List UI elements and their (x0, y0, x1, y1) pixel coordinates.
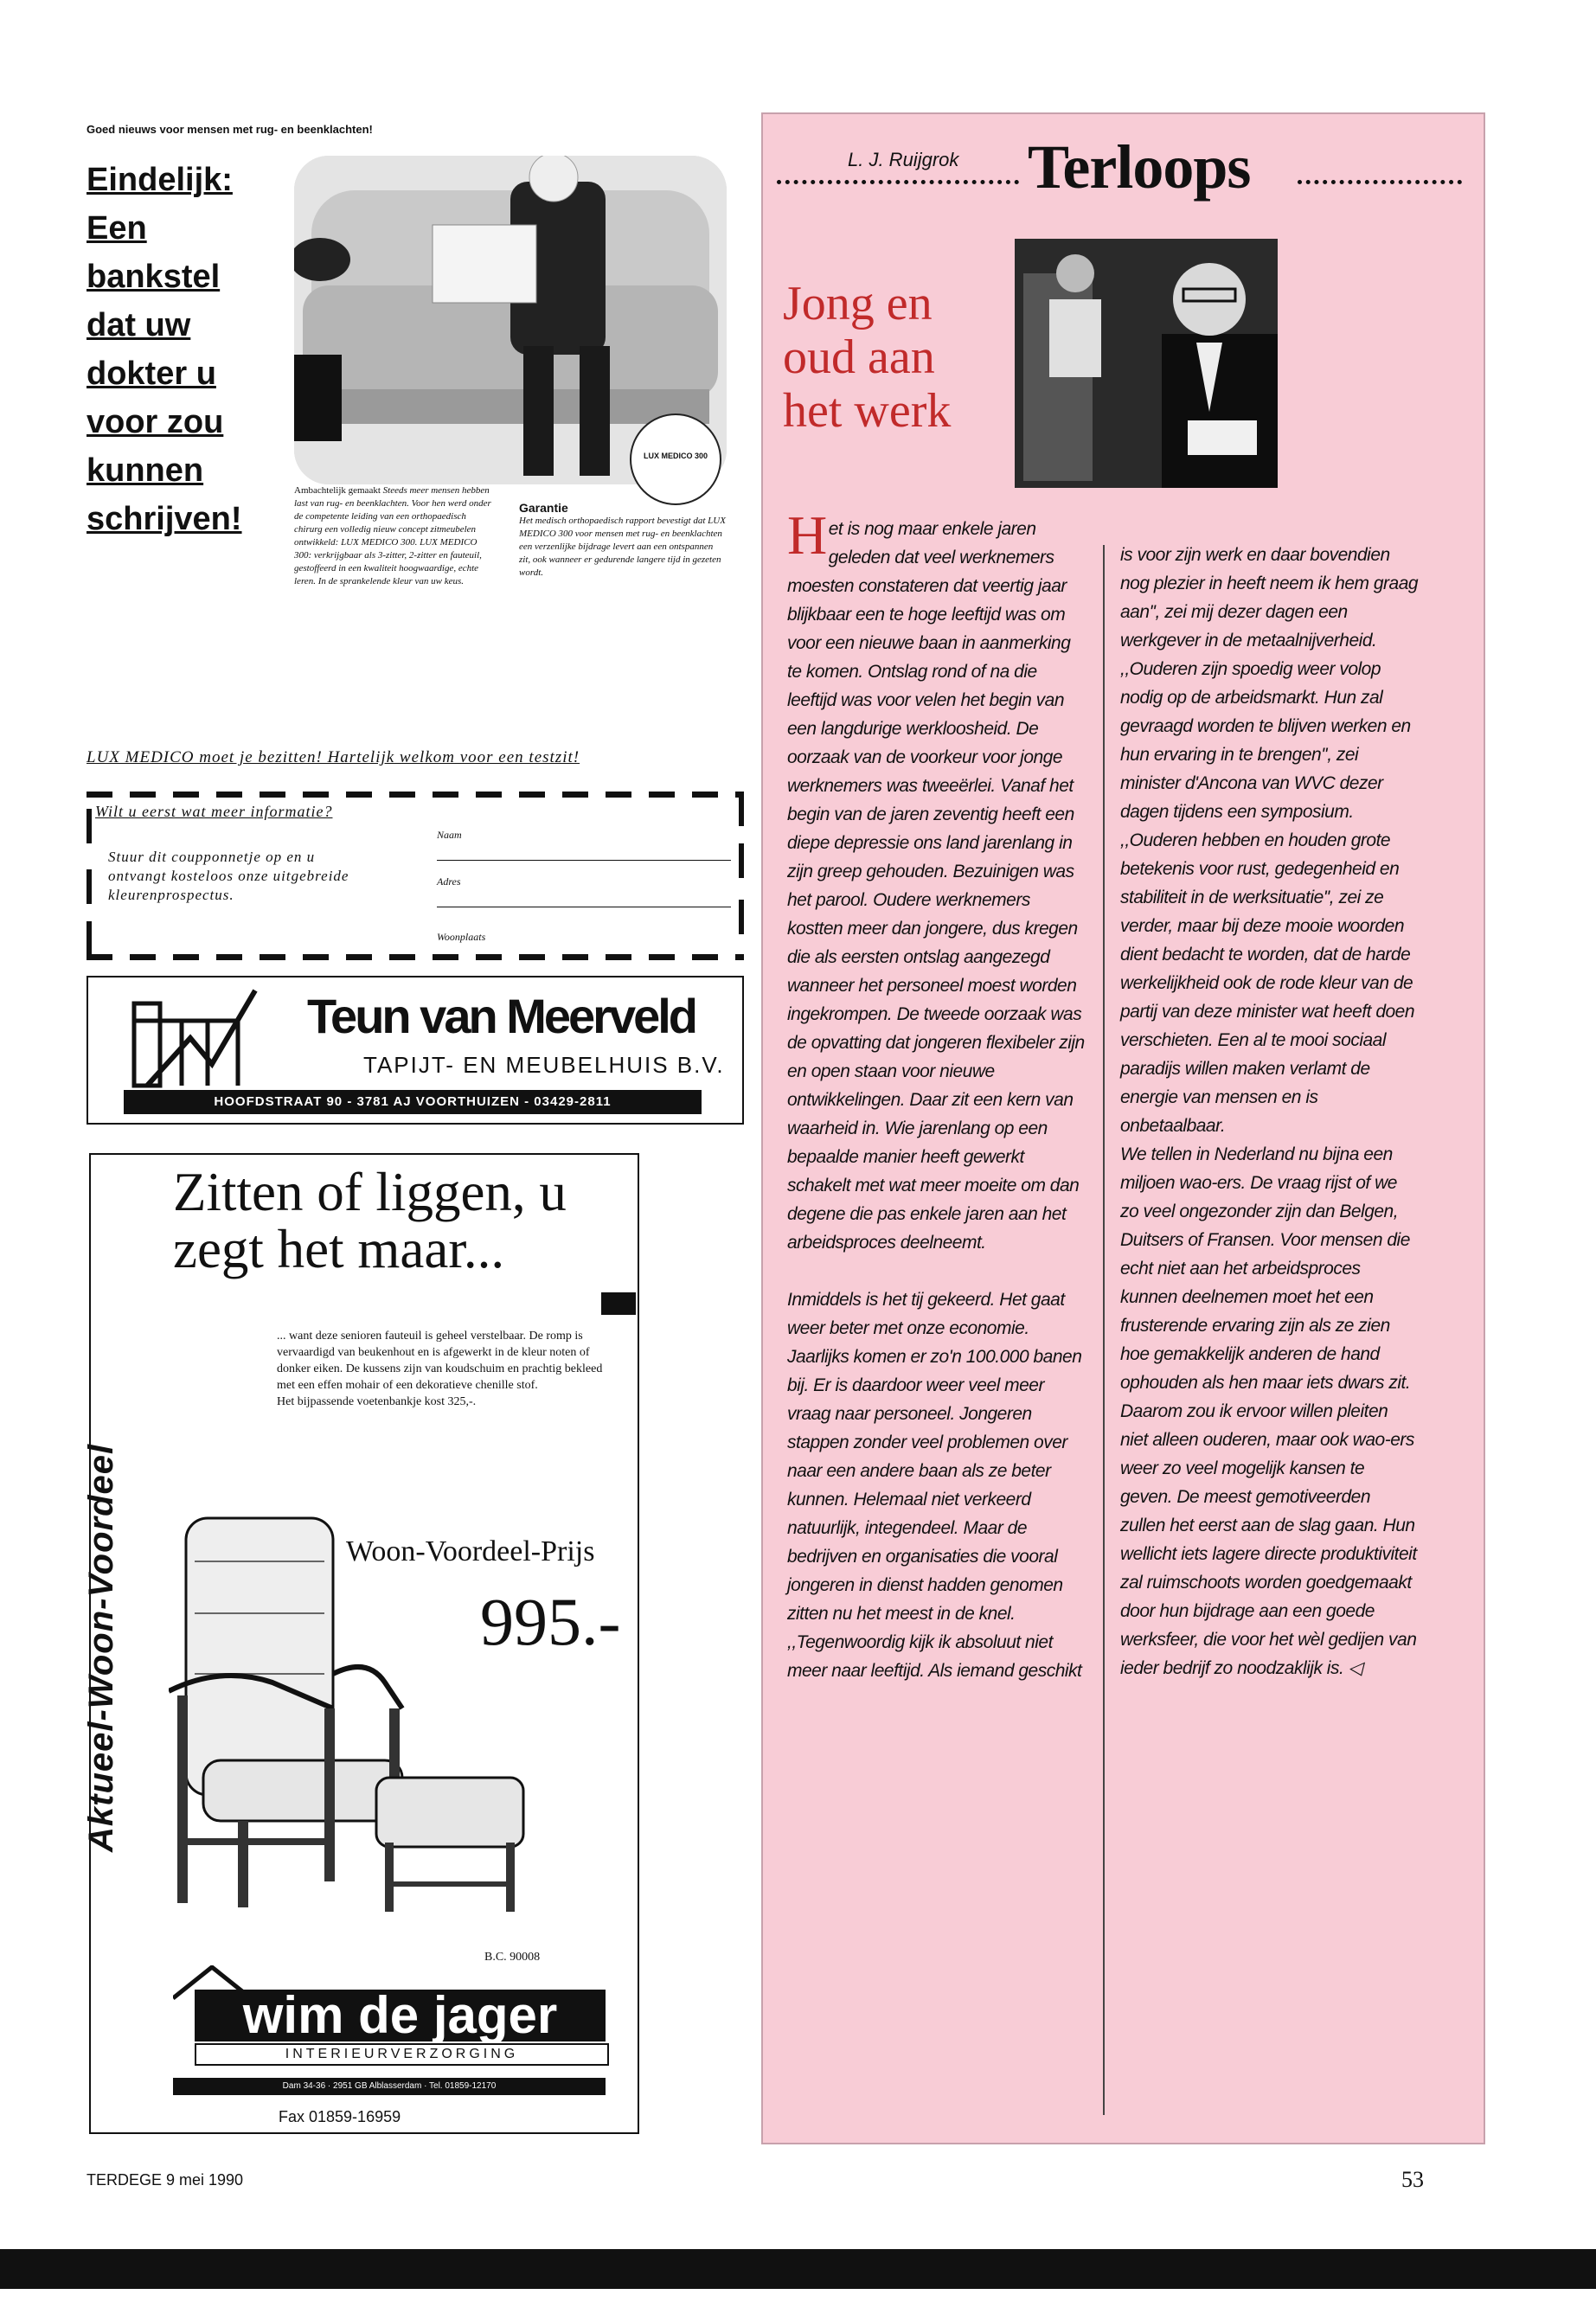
headline-line: Een (87, 210, 147, 247)
woon-body-text: ... want deze senioren fauteuil is geheel verstelbaar. De romp is vervaardigd van beukenhout en is afgewerkt in de kleur noten of donker eiken. De kussens zijn van koudschuim en prachtig bekleed met een effen mohair of een dekoratieve chenille stof. (277, 1330, 603, 1392)
ad-headline (87, 156, 251, 543)
field-label: Woonplaats (437, 931, 486, 943)
woon-body (277, 1328, 606, 1410)
bottom-band (0, 2249, 1596, 2289)
jager-address: Dam 34-36 · 2951 GB Alblasserdam · Tel. 01859-12170 (173, 2078, 606, 2095)
col1-heading: Ambachtelijk gemaakt (294, 485, 381, 496)
dotted-rule (1298, 180, 1462, 184)
article-col-b (1120, 541, 1419, 1682)
coupon-question: Wilt u eerst wat meer informatie? (95, 803, 333, 820)
issue-footer: TERDEGE 9 mei 1990 (87, 2171, 244, 2189)
teun-name: Teun van Meerveld (307, 989, 696, 1043)
article-col-a (787, 504, 1086, 1685)
author-photo (1015, 239, 1278, 488)
armchair-illustration (169, 1509, 532, 1916)
field-label: Adres (437, 875, 461, 888)
ad-kicker: Goed nieuws voor mensen met rug- en beenklachten! (87, 123, 373, 136)
headline-line: kunnen (87, 452, 204, 489)
article-paragraph: ,,Ouderen zijn spoedig weer volop nodig op de arbeidsmarkt. Hun zal gevraagd worden te blijven werken en hun ervaring in te brengen'', zei minister d'Ancona van WVC dezer dagen tijdens een symposium. ,,Ouderen hebben en houden grote betekenis voor rust, gedegenheid en stabiliteit in de werksituatie'', zei ze verder, maar bij deze mooie woorden dient bedacht te worden, dat de harde werkelijkheid ook de rode kleur van de partij van deze minister wat heeft doen verschieten. Een al te mooi sociaal paradijs willen maken verlamt de energie van mensen en is onbetaalbaar. (1120, 659, 1415, 1136)
col2-text: Het medisch orthopaedisch rapport bevestigt dat LUX MEDICO 300 voor mensen met rug- en beenklachten een verzenlijke bijdrage levert aan een ontspannen zit, ook wanneer er gedurende langere tijd in gezeten wordt. (519, 516, 726, 578)
coupon-body: Stuur dit coupponnetje op en u ontvangt kosteloos onze uitgebreide kleurenprospectus. (108, 849, 349, 903)
page-number: 53 (1401, 2167, 1424, 2192)
column-rule (1103, 545, 1105, 2115)
article-paragraph: is voor zijn werk en daar bovendien nog plezier in heeft neem ik hem graag aan'', zei mij dezer dagen een werkgever in de metaalnijverheid. (1120, 545, 1419, 651)
article-title: Jong en oud aan het werk (783, 277, 952, 438)
column-brand: Terloops (1028, 132, 1251, 202)
headline-line: schrijven! (87, 501, 242, 537)
dropcap: H (787, 504, 827, 566)
price-label: Woon-Voordeel-Prijs (346, 1535, 595, 1567)
jager-fax: Fax 01859-16959 (279, 2108, 401, 2125)
article-author: L. J. Ruijgrok (848, 149, 959, 170)
article-paragraph: We tellen in Nederland nu bijna een miljoen wao-ers. De vraag rijst of we zo veel ongezonder zijn dan Belgen, Duitsers of Fransen. Voor mensen die echt niet aan het arbeidsproces kunnen deelnemen moet het een frusterende ervaring zijn als ze zien hoe gemakkelijk anderen de hand ophouden als hen maar iets dwars zit. Daarom zou ik ervoor willen pleiten niet alleen ouderen, maar ook wao-ers weer zo veel mogelijk kansen te geven. De meest gemotiveerden zullen het eerst aan de slag gaan. Hun wellicht iets lagere directe produktiviteit zal ruimschoots worden goedgemaakt door hun bijdrage aan een goede werksfeer, die voor het wèl gedijen van ieder bedrijf zo noodzaklijk is. ◁ (1120, 1144, 1417, 1678)
ad-tagline: LUX MEDICO moet je bezitten! Hartelijk welkom voor een testzit! (87, 748, 580, 766)
bc-code: B.C. 90008 (484, 1951, 541, 1964)
coupon-field-address[interactable] (437, 875, 731, 907)
coupon-field-name[interactable] (437, 829, 731, 861)
headline-line: dat uw (87, 307, 191, 343)
woon-vertical-label: Aktueel-Woon-Voordeel (82, 1443, 120, 1853)
article-paragraph: Inmiddels is het tij gekeerd. Het gaat weer beter met onze economie. Jaarlijks komen er zo'n 100.000 banen bij. Er is daardoor weer veel meer vraag naar personeel. Jongeren stappen zonder veel problemen over naar een andere baan als ze beter kunnen. Helemaal niet verkeerd natuurlijk, integendeel. Maar de bedrijven en organisaties die vooral jongeren in dienst hadden genomen zitten nu het meest in de knel. ,,Tegenwoordig kijk ik absoluut niet meer naar leeftijd. Als iemand geschikt (787, 1290, 1082, 1681)
lux-medico-seal (630, 413, 721, 505)
jager-subtitle: INTERIEURVERZORGING (195, 2043, 609, 2066)
headline-line: bankstel (87, 259, 221, 295)
tm-logo-icon (130, 986, 260, 1090)
coupon-field-city[interactable] (437, 922, 731, 953)
teun-subtitle: TAPIJT- EN MEUBELHUIS B.V. (363, 1052, 725, 1078)
teun-address: HOOFDSTRAAT 90 - 3781 AJ VOORTHUIZEN - 03429-2811 (124, 1090, 702, 1114)
ad-text-col1 (294, 484, 493, 588)
field-label: Naam (437, 829, 462, 841)
headline-line: voor zou (87, 404, 224, 440)
dotted-rule (777, 180, 1019, 184)
article-paragraph: et is nog maar enkele jaren geleden dat veel werknemers moesten constateren dat veertig jaar blijkbaar een te hoge leeftijd was om voor een nieuwe baan in aanmerking te komen. Ontslag rond of na die leeftijd was voor velen het begin van een langdurige werkloosheid. De oorzaak van de voorkeur voor jonge werknemers was tweeërlei. Vanaf het begin van de jaren zeventig heeft een diepe depressie ons land jarenlang in zijn greep gehouden. Bezuinigen was het parool. Oudere werknemers kostten meer dan jongere, dus kregen die als eersten ontslag aangezegd wanneer het personeel moest worden ingekrompen. De tweede oorzaak was de opvatting dat jongeren flexibeler zijn en open staan voor nieuwe ontwikkelingen. Daar zit een kern van waarheid in. Wie jarenlang op een bepaalde manier heeft gewerkt schakelt met wat meer moeite om dan degene die pas enkele jaren aan het arbeidsproces deelneemt. (787, 519, 1085, 1253)
ad-text-col2 (519, 502, 727, 580)
woon-bar (601, 1292, 636, 1315)
woon-footstool: Het bijpassende voetenbankje kost 325,-. (277, 1395, 477, 1408)
seal-label: LUX MEDICO 300 (643, 452, 708, 460)
price: 995.- (480, 1584, 621, 1659)
headline-line: Eindelijk: (87, 162, 233, 198)
headline-line: dokter u (87, 356, 216, 392)
col2-heading: Garantie (519, 501, 568, 515)
jager-name: wim de jager (195, 1990, 606, 2041)
col1-text: Steeds meer mensen hebben last van rug- en beenklachten. Voor hen werd onder de competente leiding van een orthopaedisch chirurg een volledig nieuw concept zitmeubelen ontwikkeld: LUX MEDICO 300. LUX MEDICO 300: verkrijgbaar als 3-zitter, 2-zitter en fauteuil, gestoffeerd in een kwaliteit hoogwaardige, echte leren. In de sprankelende kleur van uw keus. (294, 485, 491, 586)
woon-headline: Zitten of liggen, u zegt het maar... (173, 1162, 567, 1279)
